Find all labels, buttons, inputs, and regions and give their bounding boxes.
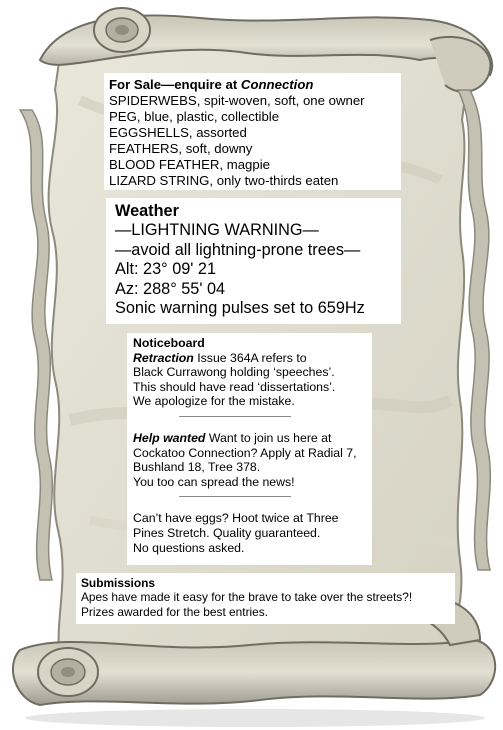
for-sale-panel	[104, 73, 401, 190]
retraction-text: Issue 364A refers to	[193, 350, 307, 365]
retraction-line: We apologize for the mistake.	[133, 394, 295, 409]
help-wanted-line: You too can spread the news!	[133, 474, 295, 489]
for-sale-item: FEATHERS, soft, downy	[109, 141, 253, 156]
weather-panel	[106, 198, 401, 324]
for-sale-item: BLOOD FEATHER, magpie	[109, 157, 270, 172]
help-wanted-label: Help wanted	[133, 430, 206, 445]
help-wanted-text: Want to join us here at	[205, 430, 332, 445]
for-sale-heading-text: For Sale—enquire at	[109, 77, 241, 92]
noticeboard-panel	[127, 333, 372, 565]
submissions-heading: Submissions	[81, 576, 156, 590]
weather-advice-line: —avoid all lightning-prone trees—	[115, 240, 361, 259]
retraction-line: Black Currawong holding ‘speeches’.	[133, 365, 335, 380]
help-wanted-line: Cockatoo Connection? Apply at Radial 7,	[133, 445, 357, 460]
eggs-notice-line: Can’t have eggs? Hoot twice at Three	[133, 511, 339, 526]
for-sale-item: SPIDERWEBS, spit-woven, soft, one owner	[109, 93, 365, 108]
weather-sonic-pulses: Sonic warning pulses set to 659Hz	[115, 299, 365, 318]
weather-azimuth: Az: 288° 55' 04	[115, 279, 226, 298]
help-wanted-line: Bushland 18, Tree 378.	[133, 460, 261, 475]
for-sale-item: PEG, blue, plastic, collectible	[109, 109, 280, 124]
retraction-first-line	[133, 351, 372, 366]
eggs-notice-line: No questions asked.	[133, 540, 245, 555]
weather-heading: Weather	[115, 202, 179, 220]
retraction-line: This should have read ‘dissertations’.	[133, 379, 336, 394]
weather-altitude: Alt: 23° 09' 21	[115, 260, 217, 279]
for-sale-heading-connection: Connection	[240, 77, 314, 92]
retraction-label: Retraction	[133, 350, 194, 365]
for-sale-item: EGGSHELLS, assorted	[109, 125, 247, 140]
weather-warning-line: —LIGHTNING WARNING—	[115, 221, 319, 240]
submissions-panel	[76, 573, 455, 624]
submissions-line: Apes have made it easy for the brave to take over the streets?!	[81, 590, 413, 605]
help-wanted-first-line	[133, 431, 372, 446]
noticeboard-heading: Noticeboard	[133, 336, 205, 350]
for-sale-item: LIZARD STRING, only two-thirds eaten	[109, 173, 339, 188]
eggs-notice-line: Pines Stretch. Quality guaranteed.	[133, 525, 321, 540]
for-sale-heading	[109, 77, 401, 93]
submissions-line: Prizes awarded for the best entries.	[81, 604, 269, 619]
